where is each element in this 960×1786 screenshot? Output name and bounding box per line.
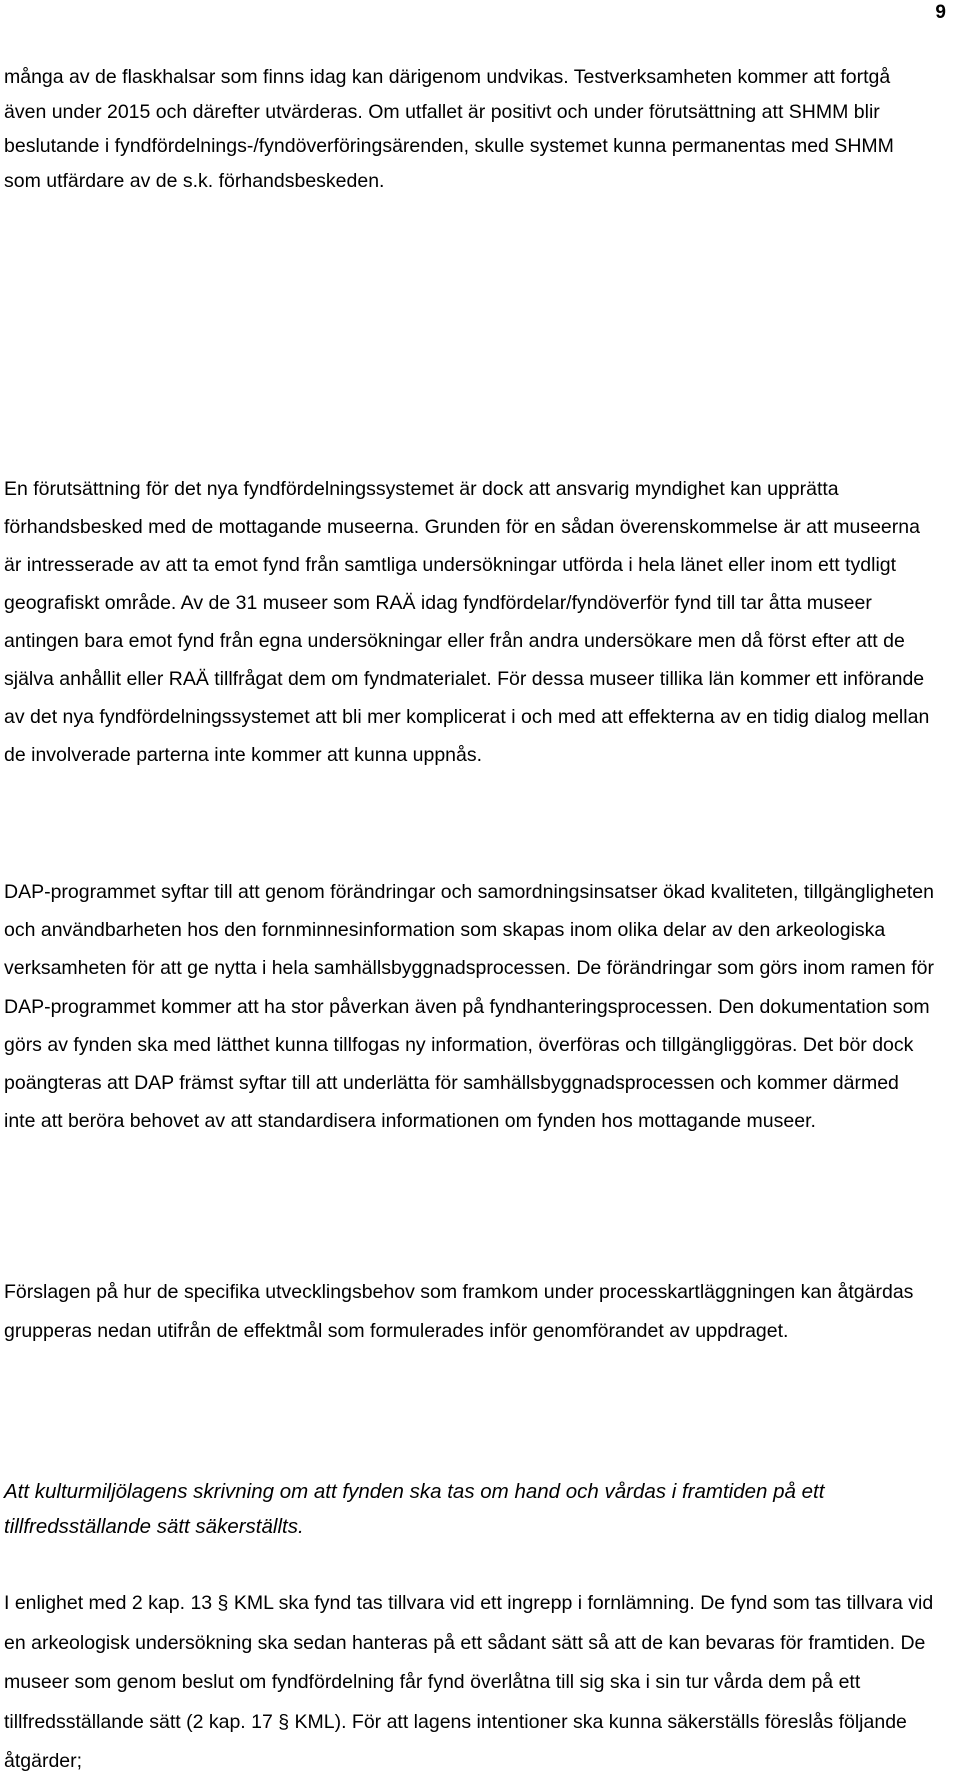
page-number: 9 [935, 2, 946, 23]
body-paragraph: DAP-programmet syftar till att genom förändringar och samordningsinsatser ökad kvaliteten, tillgängligheten och användbarheten hos den fornminnesinformation som skapas inom olika delar av den arkeologiska verksamheten för att ge nytta i hela samhällsbyggnadsprocessen. De förändringar som görs inom ramen för DAP-programmet kommer att ha stor påverkan även på fyndhanteringsprocessen. Den dokumentation som görs av fynden ska med lätthet kunna tillfogas ny information, överföras och tillgängliggöras. Det bör dock poängteras att DAP främst syftar till att underlätta för samhällsbyggnadsprocessen och kommer därmed inte att beröra behovet av att standardisera informationen om fynden hos mottagande museer. [4, 881, 934, 1133]
body-paragraph: I enlighet med 2 kap. 13 § KML ska fynd tas tillvara vid ett ingrepp i fornlämning. De fynd som tas tillvara vid en arkeologisk undersökning ska sedan hanteras på ett sådant sätt så att de kan bevaras för framtiden. De museer som genom beslut om fyndfördelning får fynd överlåtna till sig ska i sin tur vårda dem på ett tillfredsställande sätt (2 kap. 17 § KML). För att lagens intentioner ska kunna säkerställs föreslås följande åtgärder; [4, 1592, 934, 1772]
body-paragraph: En förutsättning för det nya fyndfördelningssystemet är dock att ansvarig myndighet kan upprätta förhandsbesked med de mottagande museerna. Grunden för en sådan överenskommelse är att museerna är intresserade av att ta emot fynd från samtliga undersökningar utförda i hela länet eller inom ett tydligt geografiskt område. Av de 31 museer som RAÄ idag fyndfördelar/fyndöverför fynd till tar åtta museer antingen bara emot fynd från egna undersökningar eller från andra undersökare men då först efter att de själva anhållit eller RAÄ tillfrågat dem om fyndmaterialet. För dessa museer tillika län kommer ett införande av det nya fyndfördelningssystemet att bli mer komplicerat i och med att effekterna av en tidig dialog mellan de involverade parterna inte kommer att kunna uppnås. [4, 478, 930, 766]
section-heading: Att kulturmiljölagens skrivning om att fynden ska tas om hand och vårdas i framtiden på ett tillfredsställande sätt säkerställts. [4, 1480, 825, 1538]
body-paragraph: många av de flaskhalsar som finns idag kan därigenom undvikas. Testverksamheten kommer att fortgå även under 2015 och därefter utvärderas. Om utfallet är positivt och under förutsättning att SHMM blir beslutande i fyndfördelnings-/fyndöverföringsärenden, skulle systemet kunna permanentas med SHMM som utfärdare av de s.k. förhandsbeskeden. [4, 66, 894, 192]
body-paragraph: Förslagen på hur de specifika utvecklingsbehov som framkom under processkartläggningen kan åtgärdas grupperas nedan utifrån de effektmål som formulerades inför genomförandet av uppdraget. [4, 1281, 914, 1342]
